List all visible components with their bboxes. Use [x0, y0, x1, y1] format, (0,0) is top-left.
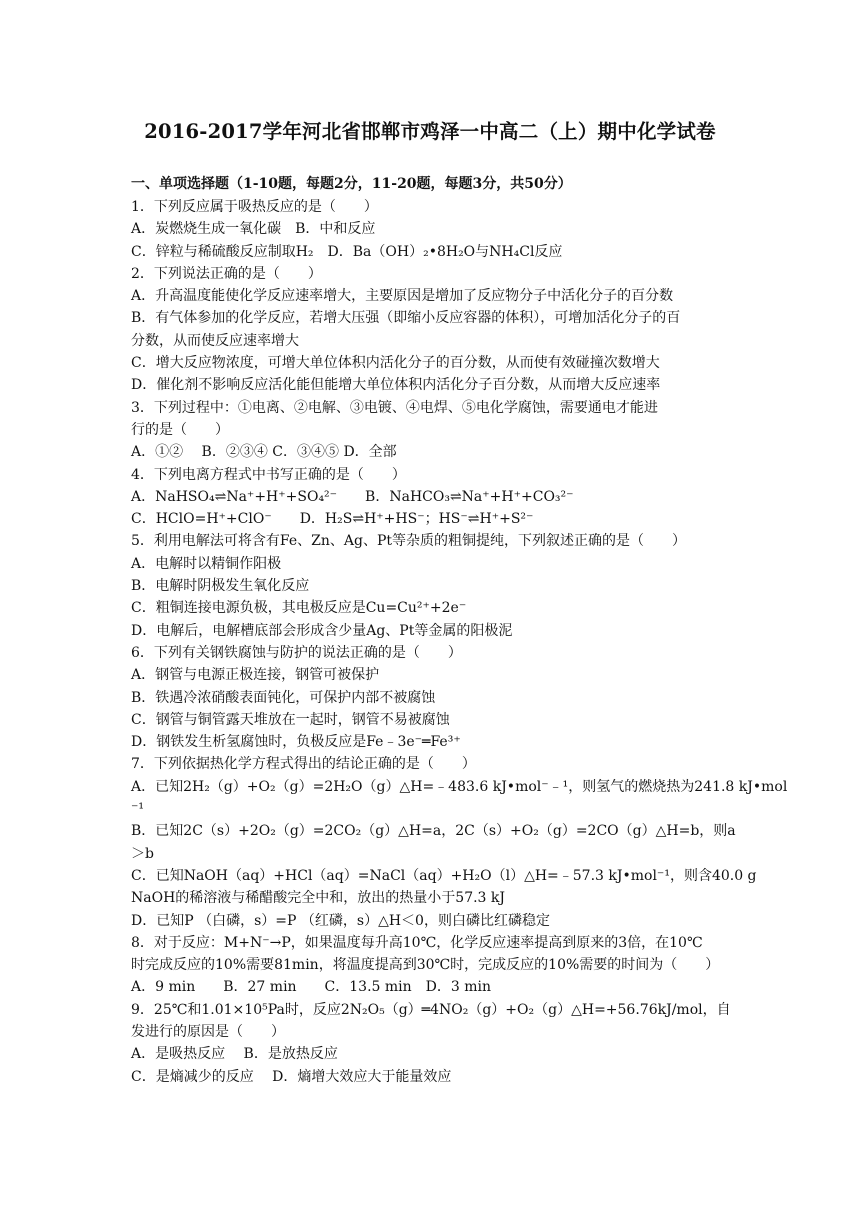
question-text: [131, 196, 788, 1088]
text-line: D．已知P （白磷，s）=P （红磷，s）△H＜0，则白磷比红磷稳定: [131, 912, 550, 929]
text-line: 8．对于反应：M+N⁻→P，如果温度每升高10℃，化学反应速率提高到原来的3倍，在10℃: [131, 934, 703, 951]
text-line: 6．下列有关钢铁腐蚀与防护的说法正确的是（ ）: [131, 644, 462, 661]
text-line: B．已知2C（s）+2O₂（g）=2CO₂（g）△H=a，2C（s）+O₂（g）=2CO（g）△H=b，则a: [131, 823, 736, 840]
text-line: C．已知NaOH（aq）+HCl（aq）=NaCl（aq）+H₂O（l）△H=﹣57.3 kJ•mol⁻¹，则含40.0 g: [131, 867, 757, 884]
text-line: ⁻¹: [131, 801, 145, 818]
text-line: 3．下列过程中：①电离、②电解、③电镀、④电焊、⑤电化学腐蚀，需要通电才能进: [131, 399, 658, 416]
text-line: 2．下列说法正确的是（ ）: [131, 265, 322, 282]
text-line: 行的是（ ）: [131, 421, 229, 438]
text-line: B．铁遇冷浓硝酸表面钝化，可保护内部不被腐蚀: [131, 689, 436, 706]
text-line: 分数，从而使反应速率增大: [131, 332, 299, 349]
text-line: NaOH的稀溶液与稀醋酸完全中和，放出的热量小于57.3 kJ: [131, 890, 505, 907]
section-heading: 一、单项选择题（1-10题，每题2分，11-20题，每题3分，共50分）: [131, 176, 572, 192]
text-line: B．有气体参加的化学反应，若增大压强（即缩小反应容器的体积），可增加活化分子的百: [131, 310, 681, 327]
text-line: 1．下列反应属于吸热反应的是（ ）: [131, 199, 378, 215]
text-line: C．锌粒与稀硫酸反应制取H₂ D．Ba（OH）₂•8H₂O与NH₄Cl反应: [131, 243, 563, 260]
text-line: A．9 min B．27 min C．13.5 min D．3 min: [131, 979, 492, 996]
text-line: A．已知2H₂（g）+O₂（g）=2H₂O（g）△H=﹣483.6 kJ•mol⁻﹣¹，则氢气的燃烧热为241.8 kJ•mol: [131, 778, 788, 795]
text-line: C．粗铜连接电源负极，其电极反应是Cu=Cu²⁺+2e⁻: [131, 600, 467, 617]
text-line: A．电解时以精铜作阳极: [131, 555, 282, 572]
exam-title: 2016-2017学年河北省邯郸市鸡泽一中高二（上）期中化学试卷: [144, 120, 716, 143]
text-line: D．电解后，电解槽底部会形成含少量Ag、Pt等金属的阳极泥: [131, 622, 513, 639]
text-line: C．钢管与铜管露天堆放在一起时，钢管不易被腐蚀: [131, 711, 450, 728]
text-line: 7．下列依据热化学方程式得出的结论正确的是（ ）: [131, 756, 476, 773]
text-line: A．炭燃烧生成一氧化碳 B．中和反应: [131, 221, 376, 238]
text-line: A．①② B．②③④ C．③④⑤ D．全部: [131, 444, 397, 461]
text-line: 4．下列电离方程式中书写正确的是（ ）: [131, 466, 406, 483]
text-line: C．增大反应物浓度，可增大单位体积内活化分子的百分数，从而使有效碰撞次数增大: [131, 355, 660, 372]
text-line: ＞b: [131, 845, 154, 862]
text-line: A．是吸热反应 B．是放热反应: [131, 1046, 338, 1063]
text-line: C．是熵减少的反应 D．熵增大效应大于能量效应: [131, 1068, 452, 1085]
text-line: 9．25℃和1.01×10⁵Pa时，反应2N₂O₅（g）═4NO₂（g）+O₂（g）△H=+56.76kJ/mol，自: [131, 1001, 731, 1018]
text-line: A．NaHSO₄⇌Na⁺+H⁺+SO₄²⁻ B．NaHCO₃⇌Na⁺+H⁺+CO₃²⁻: [131, 488, 574, 505]
text-line: D．催化剂不影响反应活化能但能增大单位体积内活化分子百分数，从而增大反应速率: [131, 377, 661, 394]
text-line: D．钢铁发生析氢腐蚀时，负极反应是Fe﹣3e⁻═Fe³⁺: [131, 734, 461, 751]
text-line: C．HClO=H⁺+ClO⁻ D．H₂S⇌H⁺+HS⁻；HS⁻⇌H⁺+S²⁻: [131, 511, 534, 528]
text-line: 5．利用电解法可将含有Fe、Zn、Ag、Pt等杂质的粗铜提纯，下列叙述正确的是（ ）: [131, 533, 687, 550]
text-line: 发进行的原因是（ ）: [131, 1023, 285, 1040]
text-line: B．电解时阴极发生氧化反应: [131, 578, 310, 595]
text-line: 时完成反应的10%需要81min，将温度提高到30℃时，完成反应的10%需要的时间为（ ）: [131, 957, 720, 974]
text-line: A．钢管与电源正极连接，钢管可被保护: [131, 667, 380, 684]
text-line: A．升高温度能使化学反应速率增大，主要原因是增加了反应物分子中活化分子的百分数: [131, 288, 674, 305]
